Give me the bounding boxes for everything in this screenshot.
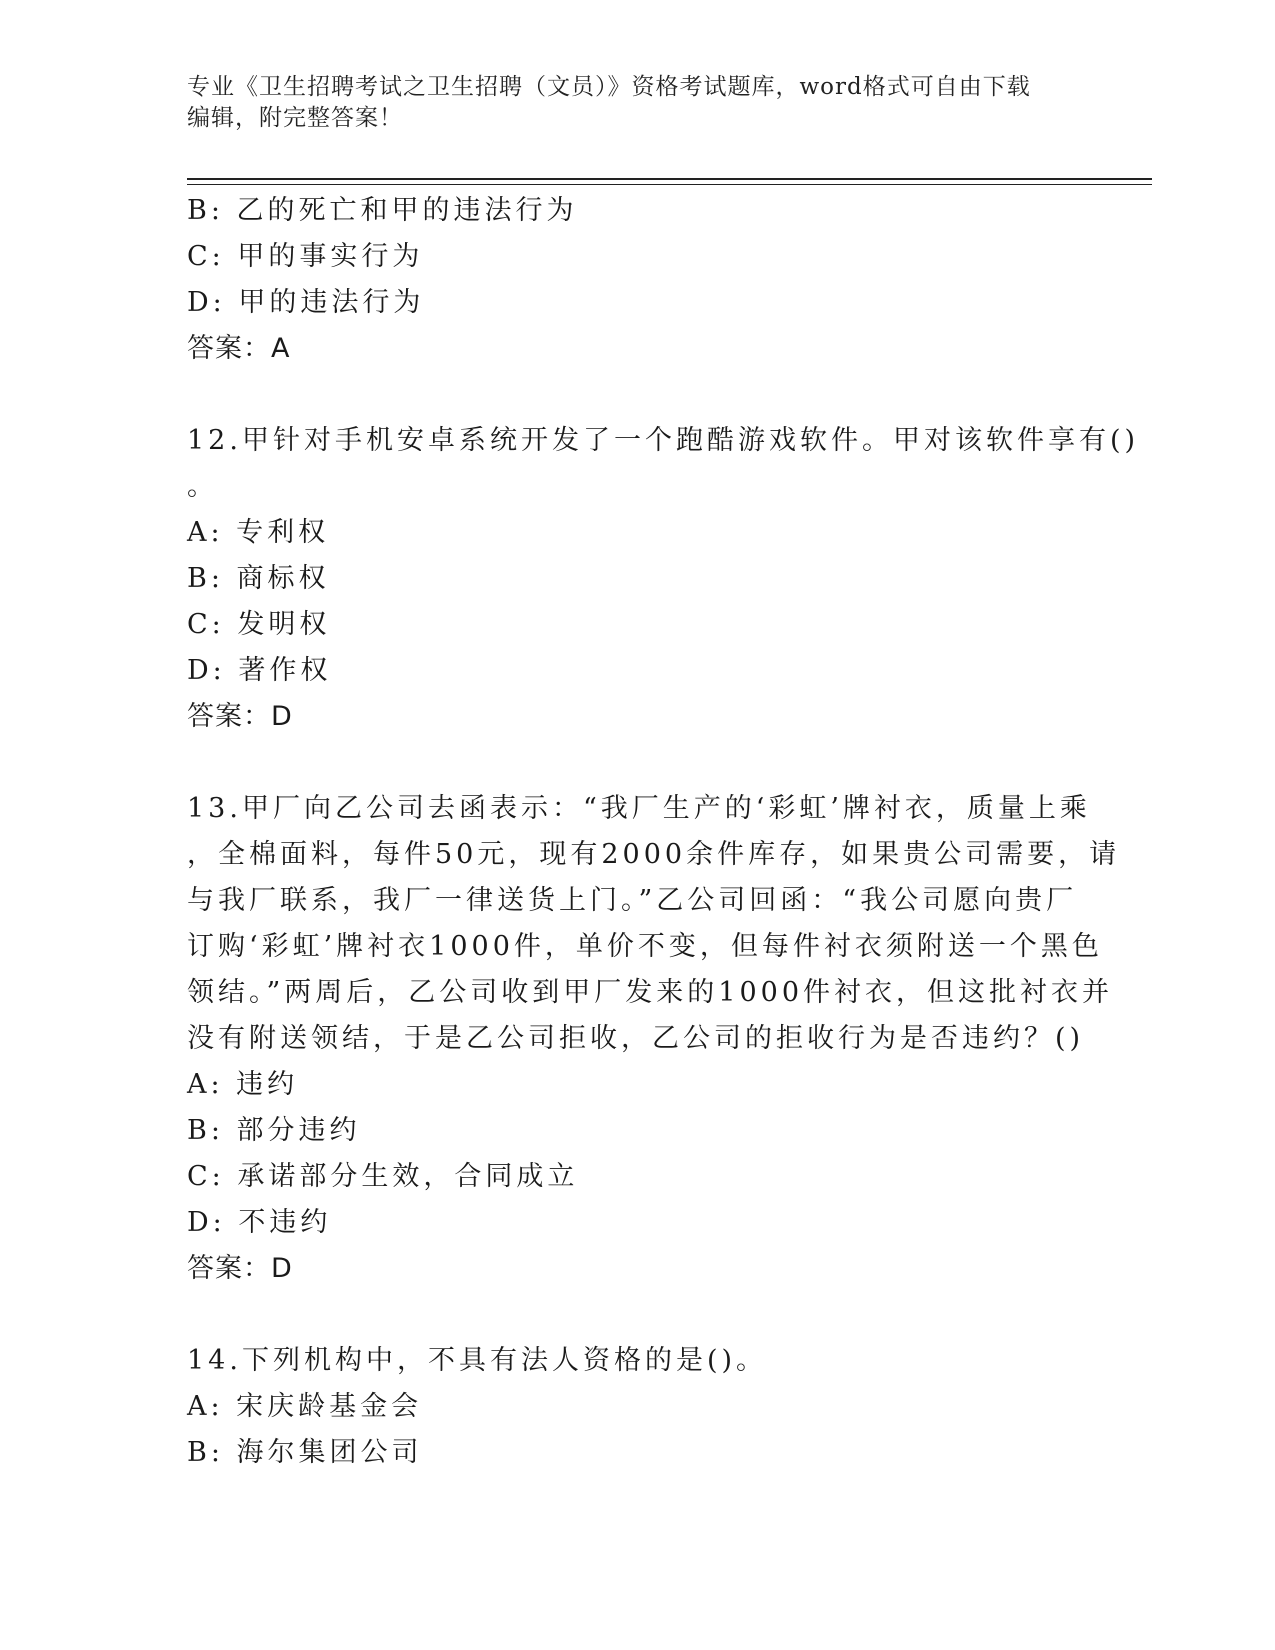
question-13 bbox=[187, 786, 1121, 1292]
question-content bbox=[187, 188, 1140, 1476]
option-a: A: 违约 bbox=[187, 1069, 299, 1100]
option-a: A: 专利权 bbox=[187, 517, 330, 548]
option-b: B: 海尔集团公司 bbox=[187, 1437, 423, 1468]
option-b: B: 乙的死亡和甲的违法行为 bbox=[187, 195, 578, 226]
question-stem-line: ，全棉面料，每件50元，现有2000余件库存，如果贵公司需要，请 bbox=[187, 839, 1121, 870]
option-d: D: 甲的违法行为 bbox=[187, 287, 425, 318]
spacer bbox=[187, 1292, 1087, 1338]
question-12 bbox=[187, 418, 1140, 740]
answer: 答案：D bbox=[187, 701, 293, 732]
option-a: A: 宋庆龄基金会 bbox=[187, 1391, 423, 1422]
option-d: D: 著作权 bbox=[187, 655, 332, 686]
answer: 答案：A bbox=[187, 333, 291, 364]
option-c: C: 发明权 bbox=[187, 609, 331, 640]
question-stem-line: 订购‘彩虹’牌衬衣1000件，单价不变，但每件衬衣须附送一个黑色 bbox=[187, 931, 1103, 962]
question-14 bbox=[187, 1338, 1087, 1476]
question-stem-line: 13.甲厂向乙公司去函表示：“我厂生产的‘彩虹’牌衬衣，质量上乘 bbox=[187, 793, 1091, 824]
answer: 答案：D bbox=[187, 1253, 293, 1284]
question-11 bbox=[187, 188, 1087, 372]
option-d: D: 不违约 bbox=[187, 1207, 332, 1238]
header-line-2: 编辑，附完整答案！ bbox=[187, 105, 403, 131]
question-stem: 14.下列机构中，不具有法人资格的是()。 bbox=[187, 1345, 768, 1376]
spacer bbox=[187, 740, 1087, 786]
question-stem-line: 领结。”两周后，乙公司收到甲厂发来的1000件衬衣，但这批衬衣并 bbox=[187, 977, 1114, 1008]
spacer bbox=[187, 372, 1087, 418]
option-c: C: 甲的事实行为 bbox=[187, 241, 424, 272]
header-rule-thin bbox=[187, 184, 1152, 185]
header-line-1: 专业《卫生招聘考试之卫生招聘（文员）》资格考试题库，word格式可自由下载 bbox=[187, 74, 1031, 100]
document-header bbox=[187, 72, 1087, 134]
option-b: B: 部分违约 bbox=[187, 1115, 361, 1146]
option-c: C: 承诺部分生效，合同成立 bbox=[187, 1161, 579, 1192]
question-stem: 12.甲针对手机安卓系统开发了一个跑酷游戏软件。甲对该软件享有() bbox=[187, 425, 1140, 456]
question-stem-line: 没有附送领结，于是乙公司拒收，乙公司的拒收行为是否违约？() bbox=[187, 1023, 1085, 1054]
header-rule-thick bbox=[187, 178, 1152, 180]
question-stem-continued: 。 bbox=[187, 471, 218, 502]
option-b: B: 商标权 bbox=[187, 563, 330, 594]
question-stem-line: 与我厂联系，我厂一律送货上门。”乙公司回函：“我公司愿向贵厂 bbox=[187, 885, 1078, 916]
